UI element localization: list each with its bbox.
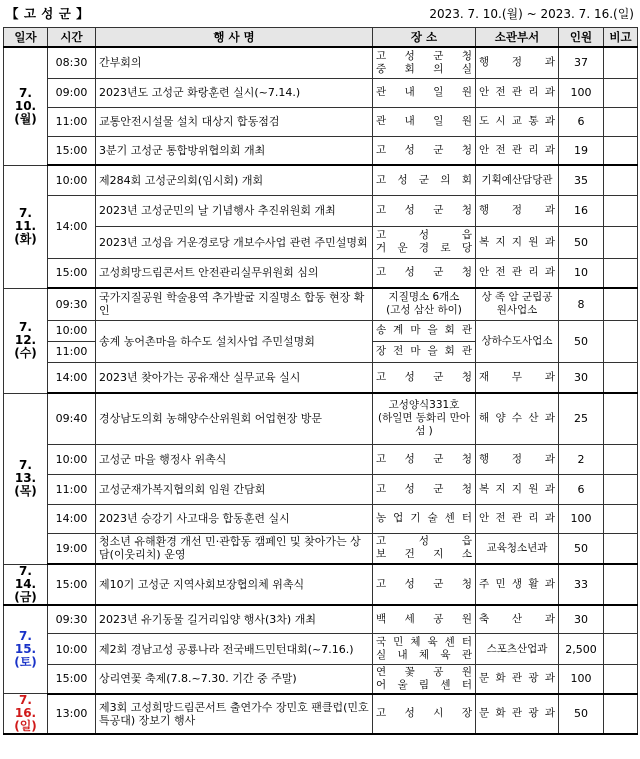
place-line: (하일면 동화리 만아 <box>378 412 470 425</box>
date-cell <box>4 288 48 393</box>
table-row <box>4 533 638 564</box>
place-cell <box>373 504 476 533</box>
place-cell <box>373 564 476 605</box>
dept-text: 복 지 지 원 과 <box>479 235 555 248</box>
col-place-header: 장 소 <box>373 28 476 48</box>
table-row <box>4 474 638 504</box>
header-row <box>4 28 638 48</box>
event-name-cell: 간부회의 <box>96 47 373 78</box>
dept-text: 문 화 관 광 과 <box>479 672 555 685</box>
dept-cell <box>476 634 559 665</box>
dept-cell <box>476 226 559 258</box>
event-name-cell: 제10기 고성군 지역사회보장협의체 위촉식 <box>96 564 373 605</box>
date-day: 7. 14. <box>14 564 37 591</box>
col-note-header: 비고 <box>604 28 638 48</box>
time-cell: 15:00 <box>48 136 96 165</box>
event-name-cell: 고성희망드림콘서트 안전관리실무위원회 심의 <box>96 258 373 288</box>
count-cell: 8 <box>559 288 604 320</box>
table-row <box>4 165 638 195</box>
date-weekday: (목) <box>14 484 37 498</box>
event-name-cell: 상리연꽃 축제(7.8.~7.30. 기간 중 주말) <box>96 665 373 694</box>
place-line: 백 세 공 원 <box>376 612 472 625</box>
time-cell: 14:00 <box>48 362 96 393</box>
table-row <box>4 195 638 226</box>
date-weekday: (월) <box>14 111 37 126</box>
dept-text: 스포츠산업과 <box>486 642 548 655</box>
page-header <box>0 0 640 27</box>
county-title: 【 고 성 군 】 <box>6 6 90 21</box>
col-time-header: 시간 <box>48 28 96 48</box>
count-cell: 50 <box>559 694 604 735</box>
date-day: 7. 12. <box>14 320 37 347</box>
note-cell <box>604 665 638 694</box>
time-cell: 10:00 <box>48 165 96 195</box>
time-cell: 19:00 <box>48 533 96 564</box>
dept-text: 안 전 관 리 과 <box>479 512 555 524</box>
date-weekday: (화) <box>14 232 37 246</box>
dept-text: 교육청소년과 <box>486 541 548 554</box>
place-line: 고 성 군 청 <box>376 204 472 216</box>
note-cell <box>604 107 638 136</box>
time-cell: 10:00 <box>48 634 96 665</box>
dept-cell <box>476 474 559 504</box>
date-weekday: (일) <box>14 719 37 733</box>
event-name-cell: 2023년 찾아가는 공유재산 실무교육 실시 <box>96 362 373 393</box>
time-cell: 09:30 <box>48 288 96 320</box>
place-cell <box>373 533 476 564</box>
dept-cell <box>476 533 559 564</box>
place-cell <box>373 195 476 226</box>
place-line: 고 성 군 청 <box>376 266 472 279</box>
note-cell <box>604 320 638 362</box>
place-line: 고 성 읍 <box>376 229 472 241</box>
dept-text: 해 양 수 산 과 <box>479 412 555 425</box>
event-name-cell: 제3회 고성희망드림콘서트 출연가수 장민호 팬클럽(민호특공대) 장보기 행사 <box>96 694 373 735</box>
date-day: 7. 13. <box>14 458 37 485</box>
place-line: 연 꽃 공 원 <box>376 665 472 678</box>
dept-text: 기획예산담당관 <box>481 173 553 186</box>
place-cell <box>373 341 476 362</box>
dept-text: 행 정 과 <box>479 204 555 216</box>
event-name-cell: 3분기 고성군 통합방위협의회 개최 <box>96 136 373 165</box>
table-row <box>4 78 638 107</box>
note-cell <box>604 393 638 444</box>
date-day: 7. 11. <box>14 206 37 233</box>
schedule-body <box>4 47 638 734</box>
dept-cell <box>476 47 559 78</box>
dept-cell <box>476 195 559 226</box>
table-row <box>4 444 638 474</box>
note-cell <box>604 226 638 258</box>
col-dept-header: 소관부서 <box>476 28 559 48</box>
place-line: 국 민 체 육 센 터 <box>376 636 472 648</box>
dept-text: 안 전 관 리 과 <box>479 266 555 279</box>
dept-text: 상 족 암 군립공원사업소 <box>481 291 553 317</box>
event-name-cell: 고성군 마을 행정사 위촉식 <box>96 444 373 474</box>
place-cell <box>373 694 476 735</box>
note-cell <box>604 605 638 634</box>
dept-cell <box>476 564 559 605</box>
schedule-table <box>3 27 638 735</box>
table-row <box>4 136 638 165</box>
note-cell <box>604 78 638 107</box>
dept-cell <box>476 362 559 393</box>
place-cell <box>373 362 476 393</box>
note-cell <box>604 634 638 665</box>
dept-text: 도 시 교 통 과 <box>479 115 555 127</box>
time-cell: 14:00 <box>48 504 96 533</box>
table-row <box>4 362 638 393</box>
note-cell <box>604 533 638 564</box>
note-cell <box>604 195 638 226</box>
note-cell <box>604 165 638 195</box>
dept-text: 행 정 과 <box>479 56 555 69</box>
dept-cell <box>476 107 559 136</box>
place-line: 고 성 군 청 <box>376 482 472 495</box>
place-cell <box>373 258 476 288</box>
count-cell: 100 <box>559 665 604 694</box>
place-line: 고 성 군 청 <box>376 577 472 590</box>
note-cell <box>604 136 638 165</box>
col-count-header: 인원 <box>559 28 604 48</box>
time-cell: 14:00 <box>48 195 96 258</box>
count-cell: 35 <box>559 165 604 195</box>
count-cell: 50 <box>559 226 604 258</box>
count-cell: 16 <box>559 195 604 226</box>
table-row <box>4 226 638 258</box>
schedule-period: 2023. 7. 10.(월) ~ 2023. 7. 16.(일) <box>429 7 634 21</box>
time-cell: 10:00 <box>48 320 96 341</box>
place-line: 고 성 읍 <box>376 535 472 548</box>
place-cell <box>373 47 476 78</box>
place-cell <box>373 474 476 504</box>
table-row <box>4 258 638 288</box>
table-row <box>4 47 638 78</box>
count-cell: 50 <box>559 320 604 362</box>
date-cell <box>4 605 48 694</box>
place-line: 중 회 의 실 <box>376 62 472 75</box>
time-cell: 09:40 <box>48 393 96 444</box>
dept-text: 행 정 과 <box>479 452 555 465</box>
count-cell: 100 <box>559 504 604 533</box>
event-name-cell: 2023년 유기동물 길거리입양 행사(3차) 개최 <box>96 605 373 634</box>
dept-text: 복 지 지 원 과 <box>479 482 555 495</box>
place-line: 거 운 경 로 당 <box>376 242 472 254</box>
note-cell <box>604 474 638 504</box>
dept-text: 축 산 과 <box>479 612 555 625</box>
event-name-cell: 경상남도의회 농해양수산위원회 어업현장 방문 <box>96 393 373 444</box>
count-cell: 6 <box>559 474 604 504</box>
count-cell: 30 <box>559 362 604 393</box>
event-name-cell: 고성군재가복지협의회 임원 간담회 <box>96 474 373 504</box>
count-cell: 33 <box>559 564 604 605</box>
note-cell <box>604 47 638 78</box>
count-cell: 30 <box>559 605 604 634</box>
date-cell <box>4 694 48 735</box>
place-line: 장 전 마 을 회 관 <box>376 345 472 357</box>
note-cell <box>604 362 638 393</box>
table-row <box>4 564 638 605</box>
time-cell: 10:00 <box>48 444 96 474</box>
place-cell <box>373 665 476 694</box>
place-line: 관 내 일 원 <box>376 115 472 127</box>
date-day: 7. 10. <box>14 85 37 113</box>
event-name-cell: 청소년 유해환경 개선 민·관합동 캠페인 및 찾아가는 상담(이웃리치) 운영 <box>96 533 373 564</box>
dept-text: 재 무 과 <box>479 370 555 383</box>
dept-cell <box>476 694 559 735</box>
place-line: (고성 삼산 하이) <box>386 304 462 317</box>
event-name-cell: 송계 농어촌마을 하수도 설치사업 주민설명회 <box>96 320 373 362</box>
table-row <box>4 605 638 634</box>
count-cell: 37 <box>559 47 604 78</box>
time-cell: 09:30 <box>48 605 96 634</box>
date-cell <box>4 564 48 605</box>
dept-cell <box>476 393 559 444</box>
time-cell: 11:00 <box>48 107 96 136</box>
dept-cell <box>476 444 559 474</box>
place-cell <box>373 165 476 195</box>
place-cell <box>373 320 476 341</box>
place-line: 고 성 군 의 회 <box>376 173 472 186</box>
date-weekday: (금) <box>14 589 37 604</box>
place-line: 고 성 군 청 <box>376 370 472 383</box>
dept-cell <box>476 320 559 362</box>
note-cell <box>604 504 638 533</box>
dept-cell <box>476 136 559 165</box>
event-name-cell: 제2회 경남고성 공룡나라 전국배드민턴대회(~7.16.) <box>96 634 373 665</box>
time-cell: 15:00 <box>48 665 96 694</box>
time-cell: 11:00 <box>48 474 96 504</box>
date-weekday: (토) <box>14 654 37 669</box>
place-cell <box>373 107 476 136</box>
place-cell <box>373 136 476 165</box>
count-cell: 2 <box>559 444 604 474</box>
count-cell: 10 <box>559 258 604 288</box>
time-cell: 13:00 <box>48 694 96 735</box>
date-cell <box>4 393 48 564</box>
event-name-cell: 교통안전시설물 설치 대상지 합동점검 <box>96 107 373 136</box>
place-cell <box>373 78 476 107</box>
place-cell <box>373 288 476 320</box>
place-line: 보 건 지 소 <box>376 548 472 561</box>
event-name-cell: 2023년 승강기 사고대응 합동훈련 실시 <box>96 504 373 533</box>
dept-cell <box>476 78 559 107</box>
event-name-cell: 2023년 고성군민의 날 기념행사 추진위원회 개최 <box>96 195 373 226</box>
col-date-header: 일자 <box>4 28 48 48</box>
event-name-cell: 2023년도 고성군 화랑훈련 실시(~7.14.) <box>96 78 373 107</box>
note-cell <box>604 444 638 474</box>
dept-cell <box>476 288 559 320</box>
note-cell <box>604 288 638 320</box>
count-cell: 100 <box>559 78 604 107</box>
table-row <box>4 288 638 320</box>
place-line: 섬 ) <box>415 425 433 438</box>
count-cell: 25 <box>559 393 604 444</box>
time-cell: 11:00 <box>48 341 96 362</box>
note-cell <box>604 564 638 605</box>
count-cell: 19 <box>559 136 604 165</box>
table-row <box>4 107 638 136</box>
count-cell: 6 <box>559 107 604 136</box>
time-cell: 15:00 <box>48 564 96 605</box>
table-row <box>4 634 638 665</box>
place-cell <box>373 605 476 634</box>
table-row <box>4 665 638 694</box>
time-cell: 08:30 <box>48 47 96 78</box>
date-cell <box>4 47 48 165</box>
dept-text: 주 민 생 활 과 <box>479 577 555 590</box>
event-name-cell: 국가지질공원 학술용역 추가발굴 지질명소 합동 현장 확인 <box>96 288 373 320</box>
dept-text: 안 전 관 리 과 <box>479 143 555 156</box>
place-line: 고 성 군 청 <box>376 49 472 62</box>
dept-cell <box>476 504 559 533</box>
date-weekday: (수) <box>14 346 37 360</box>
table-row <box>4 320 638 341</box>
date-day: 7. 15. <box>14 628 37 656</box>
dept-cell <box>476 665 559 694</box>
place-cell <box>373 393 476 444</box>
table-row <box>4 694 638 735</box>
note-cell <box>604 258 638 288</box>
place-cell <box>373 444 476 474</box>
place-cell <box>373 226 476 258</box>
place-line: 고 성 군 청 <box>376 452 472 465</box>
place-line: 고 성 시 장 <box>376 707 472 720</box>
dept-text: 안 전 관 리 과 <box>479 86 555 98</box>
place-line: 관 내 일 원 <box>376 86 472 98</box>
count-cell: 2,500 <box>559 634 604 665</box>
event-name-cell: 제284회 고성군의회(임시회) 개회 <box>96 165 373 195</box>
place-cell <box>373 634 476 665</box>
dept-text: 상하수도사업소 <box>481 334 553 347</box>
count-cell: 50 <box>559 533 604 564</box>
place-line: 고 성 군 청 <box>376 143 472 156</box>
table-row <box>4 504 638 533</box>
dept-cell <box>476 605 559 634</box>
place-line: 송 계 마 을 회 관 <box>376 324 472 336</box>
place-line: 지질명소 6개소 <box>388 291 460 304</box>
col-event-header: 행 사 명 <box>96 28 373 48</box>
place-line: 농 업 기 술 센 터 <box>376 512 472 524</box>
date-cell <box>4 165 48 288</box>
event-name-cell: 2023년 고성읍 거운경로당 개보수사업 관련 주민설명회 <box>96 226 373 258</box>
place-line: 어 울 림 센 터 <box>376 678 472 691</box>
dept-cell <box>476 258 559 288</box>
place-line: 실 내 체 육 관 <box>376 649 472 661</box>
place-line: 고성양식331호 <box>388 399 460 412</box>
date-day: 7. 16. <box>14 693 37 720</box>
note-cell <box>604 694 638 735</box>
table-row <box>4 393 638 444</box>
time-cell: 15:00 <box>48 258 96 288</box>
dept-text: 문 화 관 광 과 <box>479 707 555 720</box>
time-cell: 09:00 <box>48 78 96 107</box>
dept-cell <box>476 165 559 195</box>
